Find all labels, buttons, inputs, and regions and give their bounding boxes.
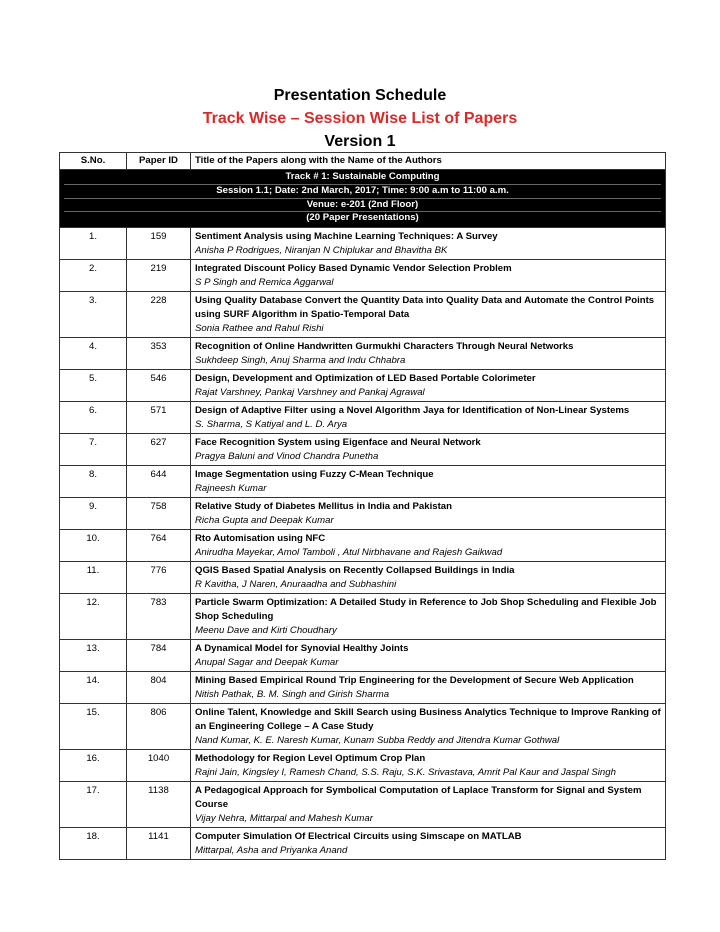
paper-details-cell [191,498,666,530]
paper-title: Design, Development and Optimization of LED Based Portable Colorimeter [195,373,536,385]
paper-title: QGIS Based Spatial Analysis on Recently Collapsed Buildings in India [195,565,515,577]
table-row [60,750,666,782]
paper-authors: R Kavitha, J Naren, Anuraadha and Subhashini [195,579,397,591]
serial-number-cell: 8. [60,466,127,498]
paper-details-cell [191,750,666,782]
paper-authors: Anirudha Mayekar, Amol Tamboli , Atul Nirbhavane and Rajesh Gaikwad [195,547,503,559]
paper-title: Relative Study of Diabetes Mellitus in India and Pakistan [195,501,452,513]
serial-number-cell: 11. [60,562,127,594]
paper-details-cell [191,402,666,434]
table-row [60,782,666,828]
paper-authors: S. Sharma, S Katiyal and L. D. Arya [195,419,348,431]
paper-id-cell: 159 [127,228,191,260]
table-row [60,228,666,260]
table-row [60,594,666,640]
table-row [60,434,666,466]
paper-details-cell [191,562,666,594]
paper-id-cell: 806 [127,704,191,750]
session-header-row [60,170,666,228]
serial-number-cell: 7. [60,434,127,466]
paper-id-cell: 228 [127,292,191,338]
paper-authors: Rajat Varshney, Pankaj Varshney and Pankaj Agrawal [195,387,425,399]
serial-number-cell: 2. [60,260,127,292]
paper-authors: Nitish Pathak, B. M. Singh and Girish Sharma [195,689,390,701]
serial-number-cell: 16. [60,750,127,782]
column-header-title: Title of the Papers along with the Name of the Authors [191,153,666,170]
table-row [60,466,666,498]
paper-authors: Nand Kumar, K. E. Naresh Kumar, Kunam Subba Reddy and Jitendra Kumar Gothwal [195,735,560,747]
session-count: (20 Paper Presentations) [306,212,419,224]
serial-number-cell: 12. [60,594,127,640]
paper-authors: Rajni Jain, Kingsley I, Ramesh Chand, S.S. Raju, S.K. Srivastava, Amrit Pal Kaur and Jaspal Singh [195,767,616,779]
serial-number-cell: 9. [60,498,127,530]
paper-authors: Anupal Sagar and Deepak Kumar [195,657,339,669]
paper-authors: Sukhdeep Singh, Anuj Sharma and Indu Chhabra [195,355,406,367]
paper-id-cell: 1040 [127,750,191,782]
paper-details-cell [191,672,666,704]
paper-details-cell [191,594,666,640]
table-row [60,640,666,672]
session-track: Track # 1: Sustainable Computing [64,171,661,185]
paper-title: Image Segmentation using Fuzzy C-Mean Technique [195,469,434,481]
paper-id-cell: 758 [127,498,191,530]
serial-number-cell: 5. [60,370,127,402]
paper-title: A Pedagogical Approach for Symbolical Computation of Laplace Transform for Signal and System Course [195,785,642,811]
paper-id-cell: 804 [127,672,191,704]
paper-details-cell [191,260,666,292]
paper-title: A Dynamical Model for Synovial Healthy Joints [195,643,409,655]
serial-number-cell: 14. [60,672,127,704]
table-row [60,402,666,434]
paper-authors: S P Singh and Remica Aggarwal [195,277,334,289]
paper-title: Integrated Discount Policy Based Dynamic Vendor Selection Problem [195,263,512,275]
paper-details-cell [191,704,666,750]
table-row [60,704,666,750]
paper-details-cell [191,530,666,562]
paper-authors: Richa Gupta and Deepak Kumar [195,515,334,527]
paper-title: Mining Based Empirical Round Trip Engineering for the Development of Secure Web Application [195,675,634,687]
serial-number-cell: 4. [60,338,127,370]
version-label: Version 1 [324,133,396,150]
serial-number-cell: 6. [60,402,127,434]
serial-number-cell: 13. [60,640,127,672]
paper-title: Methodology for Region Level Optimum Crop Plan [195,753,426,765]
paper-title: Rto Automisation using NFC [195,533,326,545]
table-row [60,370,666,402]
paper-id-cell: 353 [127,338,191,370]
column-header-sno: S.No. [60,153,127,170]
paper-id-cell: 776 [127,562,191,594]
serial-number-cell: 17. [60,782,127,828]
paper-id-cell: 764 [127,530,191,562]
paper-id-cell: 784 [127,640,191,672]
paper-authors: Meenu Dave and Kirti Choudhary [195,625,337,637]
paper-title: Online Talent, Knowledge and Skill Search using Business Analytics Technique to Improve Ranking of an Engineering College – A Case Study [195,707,661,733]
paper-details-cell [191,228,666,260]
session-header-cell [60,170,666,228]
table-row [60,672,666,704]
page-subtitle: Track Wise – Session Wise List of Papers [202,110,518,127]
paper-authors: Anisha P Rodrigues, Niranjan N Chiplukar and Bhavitha BK [195,245,448,257]
table-row [60,828,666,860]
paper-title: Computer Simulation Of Electrical Circuits using Simscape on MATLAB [195,831,522,843]
paper-details-cell [191,292,666,338]
paper-id-cell: 1138 [127,782,191,828]
paper-id-cell: 644 [127,466,191,498]
paper-id-cell: 546 [127,370,191,402]
serial-number-cell: 1. [60,228,127,260]
paper-title: Using Quality Database Convert the Quantity Data into Quality Data and Automate the Control Points using SURF Algorithm in Spatio-Temporal Data [195,295,655,321]
paper-authors: Rajneesh Kumar [195,483,267,495]
paper-title: Particle Swarm Optimization: A Detailed Study in Reference to Job Shop Scheduling and Flexible Job Shop Scheduling [195,597,657,623]
serial-number-cell: 18. [60,828,127,860]
paper-details-cell [191,370,666,402]
paper-title: Face Recognition System using Eigenface and Neural Network [195,437,481,449]
paper-id-cell: 1141 [127,828,191,860]
paper-authors: Pragya Baluni and Vinod Chandra Punetha [195,451,379,463]
table-row [60,562,666,594]
paper-authors: Mittarpal, Asha and Priyanka Anand [195,845,348,857]
paper-id-cell: 219 [127,260,191,292]
paper-title: Recognition of Online Handwritten Gurmukhi Characters Through Neural Networks [195,341,574,353]
paper-details-cell [191,782,666,828]
paper-details-cell [191,640,666,672]
table-header-row [60,153,666,170]
paper-id-cell: 571 [127,402,191,434]
paper-details-cell [191,466,666,498]
paper-details-cell [191,434,666,466]
serial-number-cell: 3. [60,292,127,338]
paper-authors: Vijay Nehra, Mittarpal and Mahesh Kumar [195,813,373,825]
paper-authors: Sonia Rathee and Rahul Rishi [195,323,324,335]
paper-details-cell [191,828,666,860]
paper-title: Sentiment Analysis using Machine Learning Techniques: A Survey [195,231,498,243]
serial-number-cell: 10. [60,530,127,562]
serial-number-cell: 15. [60,704,127,750]
table-row [60,498,666,530]
table-row [60,292,666,338]
table-row [60,530,666,562]
table-row [60,260,666,292]
page-title: Presentation Schedule [273,87,447,104]
paper-id-cell: 627 [127,434,191,466]
paper-id-cell: 783 [127,594,191,640]
column-header-paper-id: Paper ID [127,153,191,170]
session-venue: Venue: e-201 (2nd Floor) [64,199,661,213]
paper-details-cell [191,338,666,370]
session-info: Session 1.1; Date: 2nd March, 2017; Time: 9:00 a.m to 11:00 a.m. [64,185,661,199]
schedule-table [59,152,666,860]
table-row [60,338,666,370]
paper-title: Design of Adaptive Filter using a Novel Algorithm Jaya for Identification of Non-Linear Systems [195,405,630,417]
